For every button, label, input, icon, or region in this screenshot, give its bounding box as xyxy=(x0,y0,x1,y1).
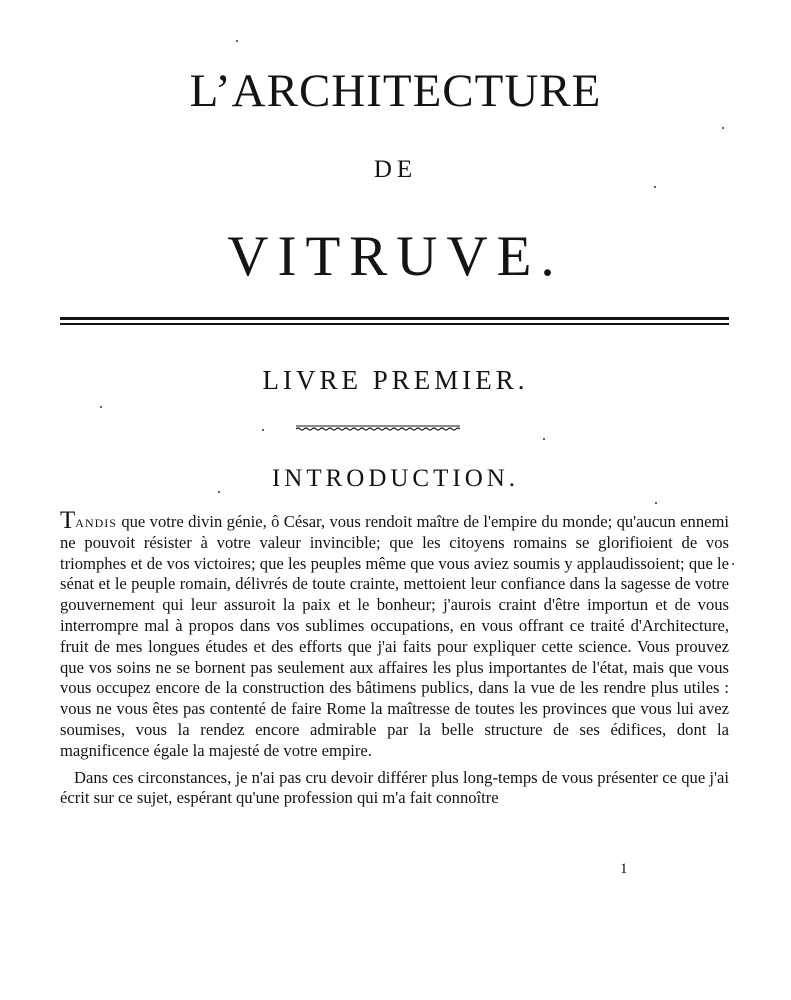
section-heading: INTRODUCTION. xyxy=(271,465,520,492)
paper-speck xyxy=(722,127,724,129)
paper-speck xyxy=(236,40,238,42)
ornament-divider xyxy=(296,424,460,432)
paper-speck xyxy=(218,491,220,493)
paper-speck xyxy=(100,406,102,408)
title-line-2: DE xyxy=(373,156,418,183)
paper-speck xyxy=(543,438,545,440)
body-text xyxy=(60,507,729,809)
double-rule-thick xyxy=(60,317,729,320)
title-line-3: VITRUVE. xyxy=(227,225,564,288)
paper-speck xyxy=(732,563,734,565)
paper-speck xyxy=(655,502,657,504)
page-number: 1 xyxy=(620,861,628,877)
book-heading: LIVRE PREMIER. xyxy=(262,365,529,395)
paragraph-1-text: que votre divin génie, ô César, vous rendoit maître de l'empire du monde; qu'aucun ennemi ne pouvoit résister à votre valeur invincible; que les citoyens romains se glorifioient de vos triomphes et de vos victoires; que les peuples même que vous aviez soumis y applaudissoient; que le sénat et le peuple romain, délivrés de toute crainte, mettoient leur confiance dans la sagesse de votre gouvernement qui leur assuroit la paix et le bonheur; j'aurois craint d'être importun et de vous interrompre mal à propos dans vos sublimes occupations, en vous offrant ce traité d'Architecture, fruit de mes longues études et des efforts que j'ai faits pour expliquer cette science. Vous prouvez que vos soins ne se bornent pas seulement aux affaires les plus importantes de l'état, mais que vous vous occupez encore de la construction des bâtimens publics, dans la vue de les rendre plus utiles : vous ne vous êtes pas contenté de faire Rome la maîtresse de toutes les provinces que vous lui avez soumises, vous la rendez encore admirable par la belle structure de ses édifices, dont la magnificence égale la majesté de votre empire. xyxy=(60,512,729,760)
opening-word-rest: andis xyxy=(75,512,117,531)
paper-speck xyxy=(654,186,656,188)
paragraph-2: Dans ces circonstances, je n'ai pas cru devoir différer plus long-temps de vous présenter ce que j'ai écrit sur ce sujet, espérant qu'une profession qui m'a fait connoître xyxy=(60,767,729,808)
initial-letter: T xyxy=(60,507,76,534)
double-rule-thin xyxy=(60,323,729,325)
title-line-1: L’ARCHITECTURE xyxy=(189,65,602,117)
paragraph-1 xyxy=(60,507,729,762)
paper-speck xyxy=(262,429,264,431)
